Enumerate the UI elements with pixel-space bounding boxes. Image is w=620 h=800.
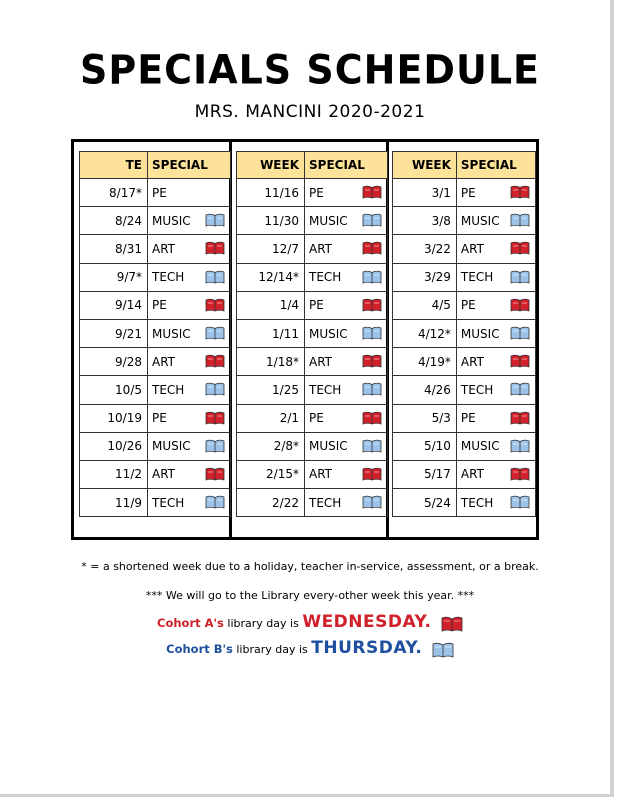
table-row bbox=[393, 319, 536, 347]
table-row bbox=[237, 235, 388, 263]
blue-book-icon bbox=[510, 213, 530, 227]
table-row bbox=[80, 489, 231, 517]
special-label: MUSIC bbox=[309, 213, 348, 228]
table-row bbox=[237, 432, 388, 460]
table-header-row bbox=[237, 152, 388, 179]
special-label: TECH bbox=[152, 270, 185, 285]
table-row bbox=[393, 376, 536, 404]
special-label: MUSIC bbox=[152, 439, 191, 454]
red-book-icon bbox=[205, 241, 225, 255]
special-cell bbox=[148, 460, 231, 488]
week-cell: 9/28 bbox=[80, 348, 148, 376]
special-cell bbox=[456, 404, 535, 432]
table-row bbox=[237, 291, 388, 319]
week-cell: 11/9 bbox=[80, 489, 148, 517]
week-cell: 5/10 bbox=[393, 432, 457, 460]
table-row bbox=[80, 404, 231, 432]
table-row bbox=[237, 207, 388, 235]
week-cell: 5/17 bbox=[393, 460, 457, 488]
red-book-icon bbox=[441, 616, 463, 632]
week-cell: 8/24 bbox=[80, 207, 148, 235]
shortened-week-note: * = a shortened week due to a holiday, teacher in-service, assessment, or a break. bbox=[81, 560, 539, 573]
special-cell bbox=[456, 319, 535, 347]
table-row bbox=[393, 179, 536, 207]
cohort-b-day: THURSDAY. bbox=[311, 638, 423, 658]
table-row bbox=[393, 263, 536, 291]
cohort-b-label: Cohort B's bbox=[166, 642, 233, 656]
red-book-icon bbox=[510, 298, 530, 312]
special-cell bbox=[305, 348, 388, 376]
table-row bbox=[393, 235, 536, 263]
special-cell bbox=[456, 291, 535, 319]
table-header-row bbox=[393, 152, 536, 179]
table-row bbox=[237, 179, 388, 207]
table-row bbox=[80, 432, 231, 460]
table-row bbox=[80, 235, 231, 263]
special-cell bbox=[456, 235, 535, 263]
special-label: PE bbox=[309, 411, 324, 426]
red-book-icon bbox=[205, 298, 225, 312]
week-header: WEEK bbox=[393, 152, 457, 179]
special-cell bbox=[305, 489, 388, 517]
blue-book-icon bbox=[362, 270, 382, 284]
special-label: TECH bbox=[152, 495, 185, 510]
special-cell bbox=[305, 291, 388, 319]
special-label: TECH bbox=[152, 382, 185, 397]
week-cell: 2/15* bbox=[237, 460, 305, 488]
week-cell: 9/14 bbox=[80, 291, 148, 319]
week-cell: 11/16 bbox=[237, 179, 305, 207]
cohort-b-line bbox=[0, 638, 620, 658]
page-subtitle: MRS. MANCINI 2020-2021 bbox=[194, 102, 426, 122]
week-cell: 1/4 bbox=[237, 291, 305, 319]
special-label: PE bbox=[152, 298, 167, 313]
week-cell: 8/17* bbox=[80, 179, 148, 207]
blue-book-icon bbox=[510, 439, 530, 453]
week-cell: 4/12* bbox=[393, 319, 457, 347]
week-cell: 8/31 bbox=[80, 235, 148, 263]
special-cell bbox=[148, 489, 231, 517]
table-row bbox=[237, 460, 388, 488]
special-cell bbox=[148, 432, 231, 460]
special-cell bbox=[148, 235, 231, 263]
week-cell: 12/7 bbox=[237, 235, 305, 263]
table-row bbox=[393, 291, 536, 319]
special-cell bbox=[148, 319, 231, 347]
special-label: ART bbox=[309, 354, 333, 369]
special-cell bbox=[148, 179, 231, 207]
blue-book-icon bbox=[510, 326, 530, 340]
week-cell: 3/8 bbox=[393, 207, 457, 235]
special-cell bbox=[148, 207, 231, 235]
week-cell: 3/22 bbox=[393, 235, 457, 263]
special-header: SPECIAL bbox=[148, 152, 231, 179]
schedule-table-1 bbox=[79, 151, 231, 517]
special-label: ART bbox=[460, 467, 484, 482]
blue-book-icon bbox=[510, 495, 530, 509]
week-cell: 12/14* bbox=[237, 263, 305, 291]
special-label: MUSIC bbox=[152, 213, 191, 228]
library-note: *** We will go to the Library every-other week this year. *** bbox=[145, 589, 475, 602]
blue-book-icon bbox=[205, 213, 225, 227]
special-label: ART bbox=[152, 354, 176, 369]
table-row bbox=[393, 489, 536, 517]
week-cell: 5/24 bbox=[393, 489, 457, 517]
special-cell bbox=[456, 460, 535, 488]
week-cell: 2/22 bbox=[237, 489, 305, 517]
schedule-table-3 bbox=[392, 151, 536, 517]
week-cell: 11/2 bbox=[80, 460, 148, 488]
red-book-icon bbox=[510, 411, 530, 425]
blue-book-icon bbox=[362, 495, 382, 509]
red-book-icon bbox=[510, 241, 530, 255]
special-label: TECH bbox=[460, 495, 494, 510]
week-cell: 4/26 bbox=[393, 376, 457, 404]
special-cell bbox=[148, 404, 231, 432]
red-book-icon bbox=[362, 298, 382, 312]
blue-book-icon bbox=[362, 213, 382, 227]
red-book-icon bbox=[205, 354, 225, 368]
blue-book-icon bbox=[205, 326, 225, 340]
week-cell: 1/25 bbox=[237, 376, 305, 404]
table-row bbox=[80, 263, 231, 291]
special-cell bbox=[456, 489, 535, 517]
special-cell bbox=[305, 432, 388, 460]
week-cell: 9/21 bbox=[80, 319, 148, 347]
table-row bbox=[80, 179, 231, 207]
cohort-a-text: library day is bbox=[223, 617, 303, 630]
blue-book-icon bbox=[510, 382, 530, 396]
special-cell bbox=[305, 376, 388, 404]
special-cell bbox=[456, 376, 535, 404]
week-cell: 2/1 bbox=[237, 404, 305, 432]
special-label: TECH bbox=[309, 382, 342, 397]
special-cell bbox=[148, 348, 231, 376]
cohort-a-day: WEDNESDAY. bbox=[302, 612, 432, 632]
schedule-table-2 bbox=[236, 151, 388, 517]
special-cell bbox=[305, 319, 388, 347]
special-cell bbox=[148, 263, 231, 291]
special-label: MUSIC bbox=[152, 326, 191, 341]
week-cell: 4/19* bbox=[393, 348, 457, 376]
special-cell bbox=[305, 263, 388, 291]
cohort-a-line bbox=[0, 612, 620, 632]
table-row bbox=[237, 489, 388, 517]
red-book-icon bbox=[362, 241, 382, 255]
table-row bbox=[393, 207, 536, 235]
special-cell bbox=[456, 263, 535, 291]
blue-book-icon bbox=[205, 270, 225, 284]
special-label: ART bbox=[152, 241, 176, 256]
special-label: TECH bbox=[460, 270, 494, 285]
cohort-a-label: Cohort A's bbox=[157, 616, 224, 630]
blue-book-icon bbox=[205, 382, 225, 396]
blue-book-icon bbox=[205, 495, 225, 509]
week-cell: 10/5 bbox=[80, 376, 148, 404]
table-row bbox=[237, 263, 388, 291]
special-label: TECH bbox=[460, 382, 494, 397]
table-row bbox=[393, 460, 536, 488]
special-header: SPECIAL bbox=[305, 152, 388, 179]
red-book-icon bbox=[362, 411, 382, 425]
red-book-icon bbox=[362, 467, 382, 481]
week-cell: 3/29 bbox=[393, 263, 457, 291]
table-row bbox=[237, 404, 388, 432]
special-label: PE bbox=[460, 185, 476, 200]
blue-book-icon bbox=[362, 326, 382, 340]
red-book-icon bbox=[205, 411, 225, 425]
red-book-icon bbox=[510, 354, 530, 368]
week-cell: 3/1 bbox=[393, 179, 457, 207]
week-cell: 9/7* bbox=[80, 263, 148, 291]
special-cell bbox=[305, 460, 388, 488]
table-row bbox=[80, 460, 231, 488]
table-row bbox=[80, 319, 231, 347]
special-label: ART bbox=[460, 241, 484, 256]
special-cell bbox=[305, 179, 388, 207]
special-label: PE bbox=[460, 411, 476, 426]
blue-book-icon bbox=[510, 270, 530, 284]
table-row bbox=[393, 432, 536, 460]
blue-book-icon bbox=[205, 439, 225, 453]
special-label: MUSIC bbox=[460, 213, 500, 228]
special-label: ART bbox=[309, 467, 333, 482]
schedule-frame bbox=[71, 139, 539, 540]
special-label: MUSIC bbox=[460, 326, 500, 341]
special-cell bbox=[456, 207, 535, 235]
week-header: TE bbox=[80, 152, 148, 179]
table-row bbox=[393, 348, 536, 376]
special-cell bbox=[305, 235, 388, 263]
cohort-b-text: library day is bbox=[232, 643, 312, 656]
special-label: ART bbox=[309, 241, 333, 256]
blue-book-icon bbox=[362, 382, 382, 396]
special-cell bbox=[148, 376, 231, 404]
red-book-icon bbox=[510, 185, 530, 199]
special-header: SPECIAL bbox=[456, 152, 535, 179]
special-label: MUSIC bbox=[309, 326, 348, 341]
special-label: PE bbox=[309, 185, 324, 200]
special-label: PE bbox=[309, 298, 324, 313]
special-label: PE bbox=[460, 298, 476, 313]
special-cell bbox=[456, 179, 535, 207]
special-cell bbox=[148, 291, 231, 319]
special-cell bbox=[456, 348, 535, 376]
red-book-icon bbox=[362, 185, 382, 199]
special-label: TECH bbox=[309, 495, 342, 510]
special-label: MUSIC bbox=[309, 439, 348, 454]
table-row bbox=[80, 291, 231, 319]
blue-book-icon bbox=[362, 439, 382, 453]
table-header-row bbox=[80, 152, 231, 179]
table-row bbox=[237, 348, 388, 376]
red-book-icon bbox=[510, 467, 530, 481]
week-cell: 5/3 bbox=[393, 404, 457, 432]
week-cell: 11/30 bbox=[237, 207, 305, 235]
week-cell: 10/19 bbox=[80, 404, 148, 432]
week-header: WEEK bbox=[237, 152, 305, 179]
table-row bbox=[393, 404, 536, 432]
week-cell: 2/8* bbox=[237, 432, 305, 460]
table-row bbox=[80, 348, 231, 376]
special-label: ART bbox=[460, 354, 484, 369]
table-row bbox=[80, 376, 231, 404]
special-cell bbox=[456, 432, 535, 460]
page-title: SPECIALS SCHEDULE bbox=[79, 46, 540, 94]
table-row bbox=[237, 376, 388, 404]
red-book-icon bbox=[362, 354, 382, 368]
special-label: MUSIC bbox=[460, 439, 500, 454]
special-cell bbox=[305, 404, 388, 432]
special-label: ART bbox=[152, 467, 176, 482]
week-cell: 1/11 bbox=[237, 319, 305, 347]
week-cell: 1/18* bbox=[237, 348, 305, 376]
special-label: PE bbox=[152, 411, 167, 426]
week-cell: 4/5 bbox=[393, 291, 457, 319]
blue-book-icon bbox=[432, 642, 454, 658]
special-label: PE bbox=[152, 185, 167, 200]
special-cell bbox=[305, 207, 388, 235]
red-book-icon bbox=[205, 467, 225, 481]
table-row bbox=[80, 207, 231, 235]
week-cell: 10/26 bbox=[80, 432, 148, 460]
special-label: TECH bbox=[309, 270, 342, 285]
table-row bbox=[237, 319, 388, 347]
